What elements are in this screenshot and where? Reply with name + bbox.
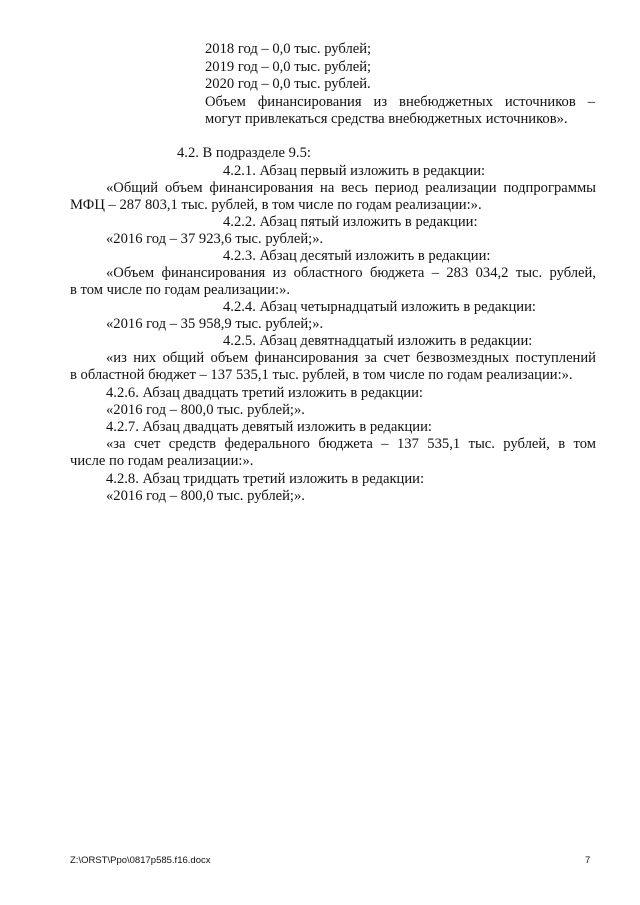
paragraph-4-2-5-title: 4.2.5. Абзац девятнадцатый изложить в редакции: xyxy=(223,333,533,349)
paragraph-4-2-3-text-1: «Объем финансирования из областного бюджета – 283 034,2 тыс. рублей, xyxy=(106,265,596,281)
paragraph-4-2-8-title: 4.2.8. Абзац тридцать третий изложить в редакции: xyxy=(106,471,425,487)
paragraph-4-2-8-text: «2016 год – 800,0 тыс. рублей;». xyxy=(106,488,305,504)
paragraph-4-2-3-text-2: в том числе по годам реализации:». xyxy=(70,282,291,298)
paragraph-4-2-4-title: 4.2.4. Абзац четырнадцатый изложить в редакции: xyxy=(223,299,536,315)
offbudget-line-1: Объем финансирования из внебюджетных источников – xyxy=(205,94,595,110)
page-number: 7 xyxy=(585,855,591,866)
year-2018-line: 2018 год – 0,0 тыс. рублей; xyxy=(205,41,372,57)
offbudget-line-2: могут привлекаться средства внебюджетных источников». xyxy=(205,111,568,127)
paragraph-4-2-5-text-2: в областной бюджет – 137 535,1 тыс. рублей, в том числе по годам реализации:». xyxy=(70,367,573,383)
paragraph-4-2-3-title: 4.2.3. Абзац десятый изложить в редакции: xyxy=(223,248,491,264)
paragraph-4-2-6-text: «2016 год – 800,0 тыс. рублей;». xyxy=(106,402,305,418)
paragraph-4-2-7-text-1: «за счет средств федерального бюджета – 137 535,1 тыс. рублей, в том xyxy=(106,436,596,452)
paragraph-4-2-4-text: «2016 год – 35 958,9 тыс. рублей;». xyxy=(106,316,324,332)
paragraph-4-2-1-text-1: «Общий объем финансирования на весь период реализации подпрограммы xyxy=(106,180,596,196)
paragraph-4-2-7-title: 4.2.7. Абзац двадцать девятый изложить в редакции: xyxy=(106,419,432,435)
section-4-2-heading: 4.2. В подразделе 9.5: xyxy=(177,145,311,161)
paragraph-4-2-5-text-1: «из них общий объем финансирования за счет безвозмездных поступлений xyxy=(106,350,596,366)
paragraph-4-2-2-text: «2016 год – 37 923,6 тыс. рублей;». xyxy=(106,231,324,247)
paragraph-4-2-7-text-2: числе по годам реализации:». xyxy=(70,453,254,469)
paragraph-4-2-1-title: 4.2.1. Абзац первый изложить в редакции: xyxy=(223,163,486,179)
paragraph-4-2-1-text-2: МФЦ – 287 803,1 тыс. рублей, в том числе по годам реализации:». xyxy=(70,197,482,213)
year-2019-line: 2019 год – 0,0 тыс. рублей; xyxy=(205,59,372,75)
footer-file-path: Z:\ORST\Ppo\0817p585.f16.docx xyxy=(70,855,211,866)
paragraph-4-2-2-title: 4.2.2. Абзац пятый изложить в редакции: xyxy=(223,214,478,230)
year-2020-line: 2020 год – 0,0 тыс. рублей. xyxy=(205,76,371,92)
paragraph-4-2-6-title: 4.2.6. Абзац двадцать третий изложить в редакции: xyxy=(106,385,423,401)
